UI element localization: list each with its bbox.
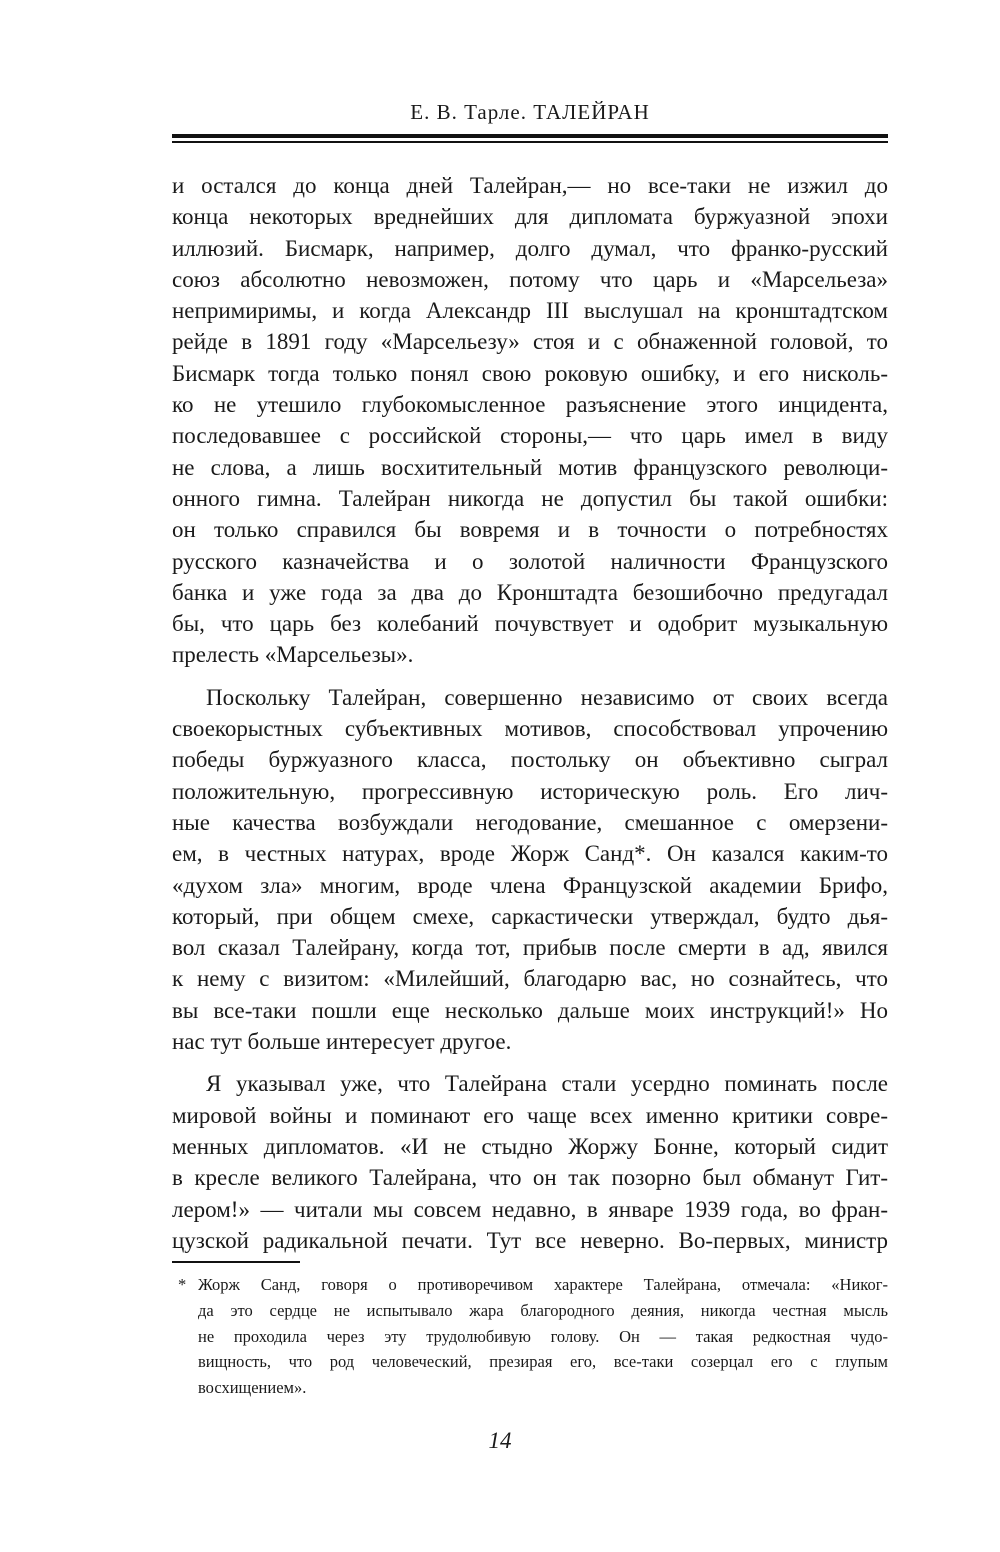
text-line: цузской радикальной печати. Тут все неверно. Во-первых, министр [172,1227,888,1253]
text-line: он только справился бы вовремя и в точности о потребностях [172,517,888,543]
text-line: своекорыстных субъективных мотивов, способствовал упрочению [172,716,888,742]
text-line: иллюзий. Бисмарк, например, долго думал, что франко-русский [172,235,888,261]
footnote-text: Жорж Санд, говоря о противоречивом характере Талейрана, отмечала: «Никог- [198,1275,888,1294]
text-line: рейде в 1891 году «Марсельезу» стоя и с обнаженной головой, то [172,329,888,355]
text-line: положительную, прогрессивную историческую роль. Его лич- [172,778,888,804]
text-line: ем, в честных натурах, вроде Жорж Санд*. Он казался каким-то [172,841,888,867]
text-line: Бисмарк тогда только понял свою роковую ошибку, и его нисколь- [172,360,888,386]
text-line: лером!» — читали мы совсем недавно, в январе 1939 года, во фран- [172,1196,888,1222]
text-line: Поскольку Талейран, совершенно независимо от своих всегда [206,684,888,710]
text-line: непримиримы, и когда Александр III выслушал на кронштадтском [172,298,888,324]
text-line: который, при общем смехе, саркастически утверждал, будто дья- [172,903,888,929]
text-line: ко не утешило глубокомысленное разъяснение этого инцидента, [172,392,888,418]
footnote-text: вищность, что род человеческий, презирая его, все-таки созерцал его с глупым [198,1352,888,1372]
footnote-text: восхищением». [198,1378,307,1398]
text-line: мировой войны и поминают его чаще всех именно критики совре- [172,1102,888,1128]
footnote-line [172,1349,888,1375]
paragraph [172,1068,888,1256]
running-header: Е. В. Тарле. ТАЛЕЙРАН [410,100,650,124]
footnote-line [172,1298,888,1324]
text-line: русского казначейства и о золотой наличности Французского [172,548,888,574]
text-line: банка и уже года за два до Кронштадта безошибочно предугадал [172,579,888,605]
text-line: ные качества возбуждали негодование, смешанное с омерзени- [172,809,888,835]
text-line: менных дипломатов. «И не стыдно Жоржу Бонне, который сидит [172,1133,888,1159]
text-line: и остался до конца дней Талейран,— но все-таки не изжил до [172,173,888,198]
text-line: в кресле великого Талейрана, что он так позорно был обманут Гит- [172,1165,888,1191]
text-line: Я указывал уже, что Талейрана стали усердно поминать после [206,1071,888,1097]
text-line: онного гимна. Талейран никогда не допустил бы такой ошибки: [172,485,888,511]
text-line: бы, что царь без колебаний почувствует и одобрит музыкальную [172,611,888,637]
footnote-line [172,1272,888,1298]
text-line: нас тут больше интересует другое. [172,1029,512,1055]
footnote-text: не проходила через эту трудолюбивую голову. Он — такая редкостная чудо- [198,1326,888,1346]
paragraph [172,170,888,671]
text-line: союз абсолютно невозможен, потому что царь и «Марсельеза» [172,266,888,292]
text-line: вы все-таки пошли еще несколько дальше моих инструкций!» Но [172,997,888,1023]
text-line: «духом зла» многим, вроде члена Французской академии Брифо, [172,872,888,898]
footnote-separator [172,1261,300,1263]
footnote-line [172,1324,888,1350]
text-line: не слова, а лишь восхитительный мотив французского революци- [172,454,888,480]
footnote-mark: * [178,1275,187,1294]
footnote-line [172,1375,888,1401]
header-rule-thin [172,141,888,143]
body-text [172,170,888,1267]
text-line: к нему с визитом: «Милейший, благодарю вас, но сознайтесь, что [172,966,888,992]
header-rule-thick [172,134,888,138]
paragraph [172,682,888,1058]
text-line: вол сказал Талейрану, когда тот, прибыв после смерти в ад, явился [172,935,888,961]
footnote [172,1272,888,1401]
text-line: победы буржуазного класса, постольку он объективно сыграл [172,747,888,773]
text-line: прелесть «Марсельезы». [172,642,414,668]
text-line: последовавшее с российской стороны,— что царь имел в виду [172,423,888,449]
text-line: конца некоторых вреднейших для дипломата буржуазной эпохи [172,204,888,230]
page-number: 14 [488,1428,512,1453]
footnote-text: да это сердце не испытывало жара благородного деяния, никогда честная мысль [198,1300,888,1320]
